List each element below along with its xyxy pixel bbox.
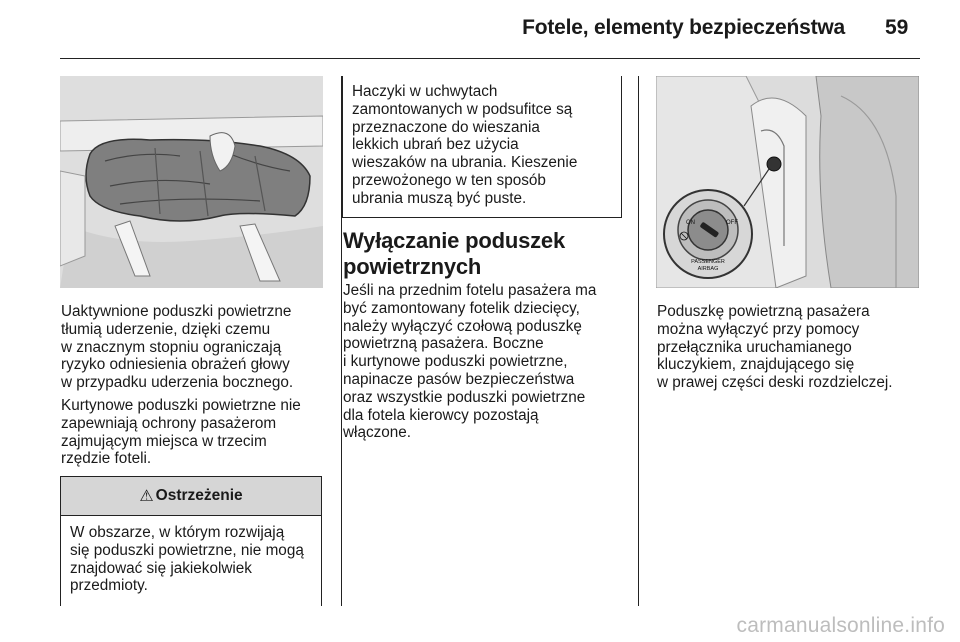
col2-body-text: Jeśli na przednim fotelu pasażera ma być zamontowany fotelik dziecięcy, należy wyłączyć czołową poduszkę powietrzną pasażera. Boczne i kurtynowe poduszki powietrzne, napinacze pasów bezpieczeństwa oraz wszystkie poduszki powietrzne dla fotela kierowcy pozostają włączone. [343,282,597,442]
warning-header [61,477,321,516]
switch-label-line2: AIRBAG [697,266,719,272]
col1-paragraph-1: Uaktywnione poduszki powietrzne tłumią uderzenie, dzięki czemu w znacznym stopniu ograniczają ryzyko odniesienia obrażeń głowy w przypadku uderzenia bocznego. [61,303,294,392]
page-title: Fotele, elementy bezpieczeństwa [522,16,845,39]
switch-off-label: OFF [726,220,738,226]
warning-title: Ostrzeżenie [155,487,243,504]
warning-triangle-icon: ⚠ [139,488,154,505]
warning-box [60,476,322,606]
column-divider-right [638,76,639,606]
airbag-switch-illustration [656,76,919,288]
switch-label-line1: PASSENGER [691,259,725,265]
col3-paragraph: Poduszkę powietrzną pasażera można wyłączyć przy pomocy przełącznika uruchamianego kluczykiem, znajdującego się w prawej części deski rozdzielczej. [657,303,893,392]
note-text: Haczyki w uchwytach zamontowanych w podsufitce są przeznaczone do wieszania lekkich ubrań bez użycia wieszaków na ubrania. Kieszenie przewożonego w ten sposób ubrania muszą być puste. [352,83,578,207]
warning-text: W obszarze, w którym rozwijają się poduszki powietrzne, nie mogą znajdować się jakiekolwiek przedmioty. [70,524,304,595]
curtain-airbag-illustration [60,76,323,288]
note-box [342,76,622,218]
switch-on-label: ON [686,220,695,226]
section-heading: Wyłączanie poduszek powietrznych [343,228,565,279]
curtain-airbag-drawing [60,76,323,288]
col1-paragraph-2: Kurtynowe poduszki powietrzne nie zapewniają ochrony pasażerom zajmującym miejsca w trzecim rzędzie foteli. [61,397,301,468]
watermark: carmanualsonline.info [736,614,945,637]
page-number: 59 [885,16,909,39]
airbag-switch-drawing [656,76,919,288]
header-divider [60,58,920,59]
